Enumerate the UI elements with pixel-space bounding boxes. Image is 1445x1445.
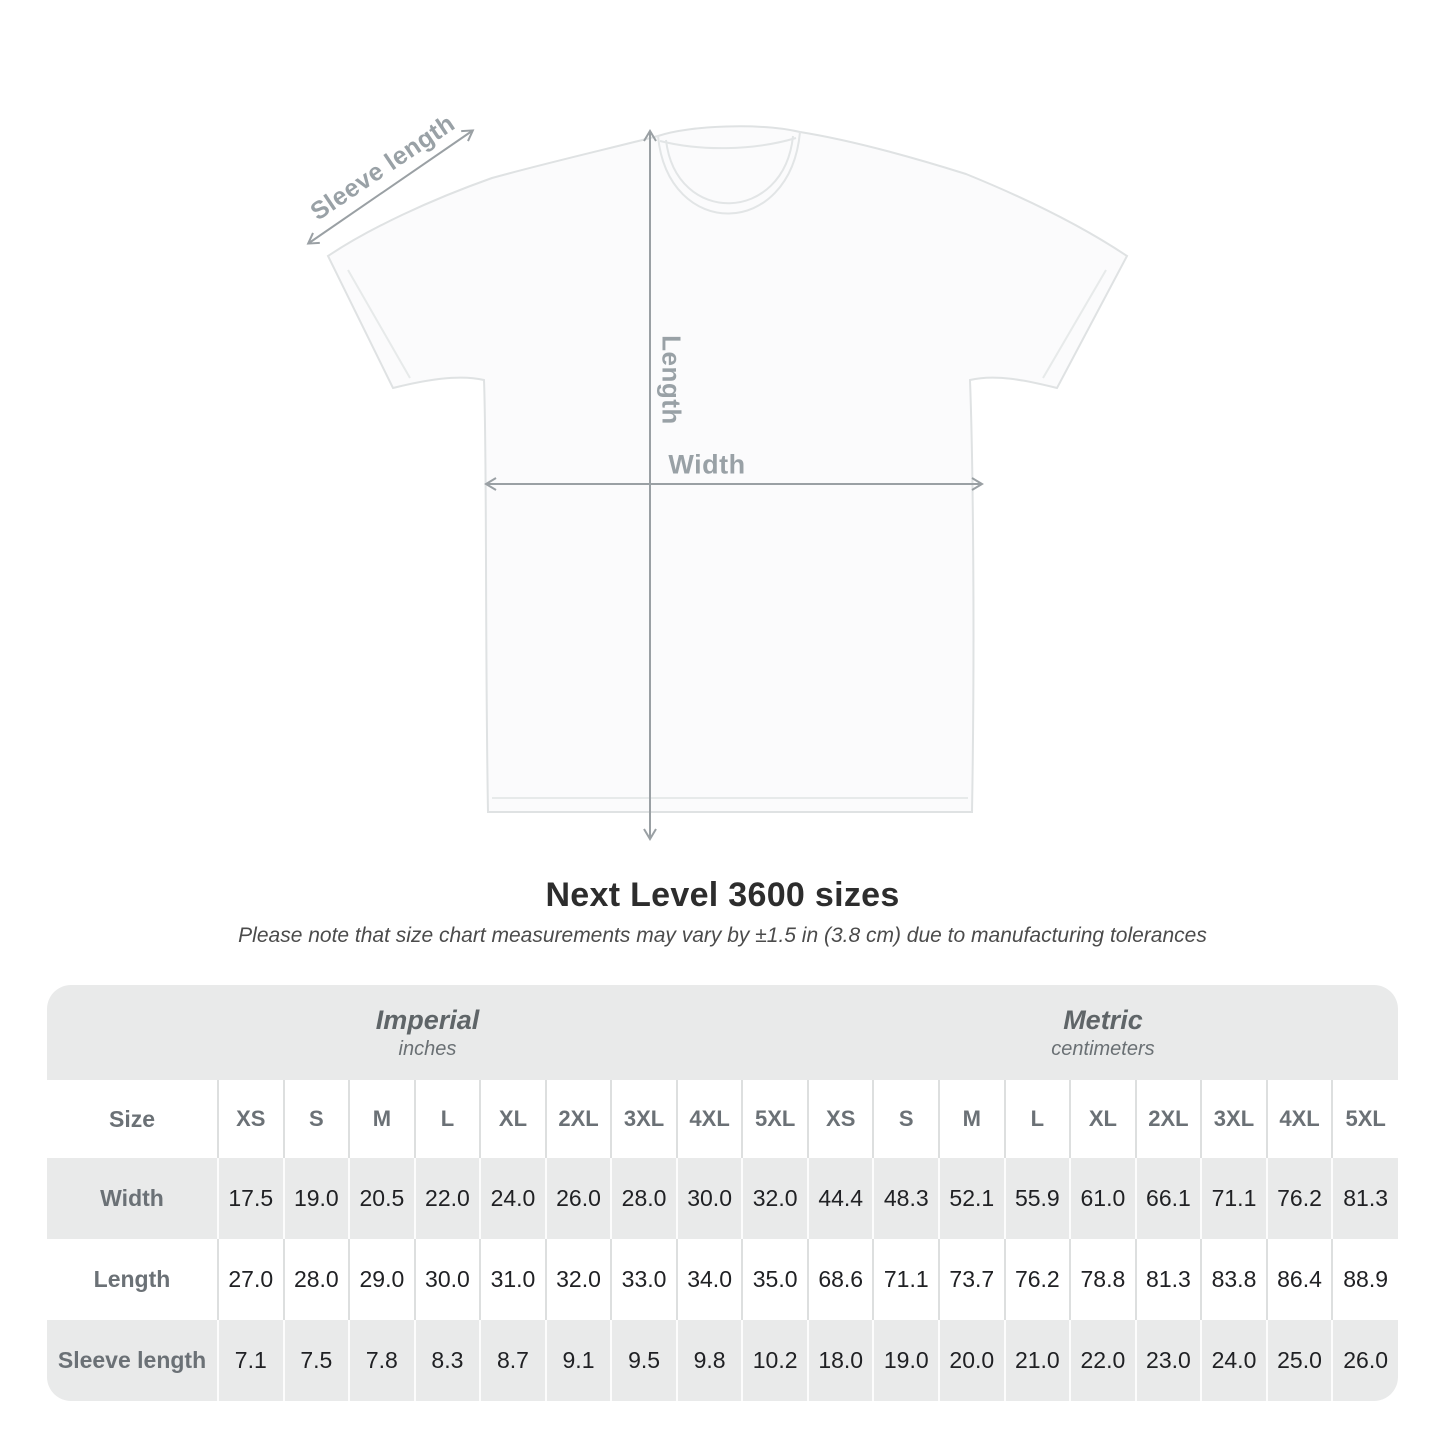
- length-value: 68.6: [808, 1239, 874, 1320]
- length-value: 86.4: [1267, 1239, 1333, 1320]
- size-col-header: S: [284, 1080, 350, 1158]
- width-row: [47, 1158, 1398, 1239]
- imperial-group-header: [47, 985, 808, 1080]
- size-col-header: S: [873, 1080, 939, 1158]
- length-value: 27.0: [218, 1239, 284, 1320]
- width-value: 44.4: [808, 1158, 874, 1239]
- length-value: 33.0: [611, 1239, 677, 1320]
- unit-header-row: [47, 985, 1398, 1080]
- length-value: 88.9: [1332, 1239, 1398, 1320]
- width-value: 26.0: [546, 1158, 612, 1239]
- length-value: 76.2: [1005, 1239, 1071, 1320]
- width-value: 71.1: [1201, 1158, 1267, 1239]
- length-value: 78.8: [1070, 1239, 1136, 1320]
- length-label: Length: [656, 335, 687, 425]
- width-value: 81.3: [1332, 1158, 1398, 1239]
- size-col-header: 3XL: [611, 1080, 677, 1158]
- sleeve-length-value: 25.0: [1267, 1320, 1333, 1401]
- imperial-label: Imperial: [375, 1004, 480, 1035]
- width-value: 66.1: [1136, 1158, 1202, 1239]
- sleeve-length-value: 20.0: [939, 1320, 1005, 1401]
- sleeve-length-value: 24.0: [1201, 1320, 1267, 1401]
- size-header-row: [47, 1080, 1398, 1158]
- width-value: 22.0: [415, 1158, 481, 1239]
- length-value: 28.0: [284, 1239, 350, 1320]
- width-row-label: Width: [100, 1185, 164, 1211]
- size-col-header: L: [1005, 1080, 1071, 1158]
- sleeve-length-value: 22.0: [1070, 1320, 1136, 1401]
- width-value: 30.0: [677, 1158, 743, 1239]
- size-col-header: 2XL: [1136, 1080, 1202, 1158]
- size-col-header: XL: [1070, 1080, 1136, 1158]
- sleeve-length-value: 8.7: [480, 1320, 546, 1401]
- sleeve-length-value: 23.0: [1136, 1320, 1202, 1401]
- length-value: 34.0: [677, 1239, 743, 1320]
- sleeve-length-value: 9.8: [677, 1320, 743, 1401]
- sleeve-length-label: Sleeve length: [305, 109, 461, 227]
- length-value: 71.1: [873, 1239, 939, 1320]
- sleeve-length-value: 19.0: [873, 1320, 939, 1401]
- width-value: 52.1: [939, 1158, 1005, 1239]
- sleeve-length-value: 9.5: [611, 1320, 677, 1401]
- size-col-header: M: [349, 1080, 415, 1158]
- width-value: 20.5: [349, 1158, 415, 1239]
- width-value: 76.2: [1267, 1158, 1333, 1239]
- sleeve-length-value: 26.0: [1332, 1320, 1398, 1401]
- sleeve-length-value: 9.1: [546, 1320, 612, 1401]
- width-value: 32.0: [742, 1158, 808, 1239]
- width-value: 24.0: [480, 1158, 546, 1239]
- length-value: 83.8: [1201, 1239, 1267, 1320]
- sleeve-length-value: 8.3: [415, 1320, 481, 1401]
- length-value: 30.0: [415, 1239, 481, 1320]
- size-col-header: L: [415, 1080, 481, 1158]
- length-value: 35.0: [742, 1239, 808, 1320]
- tolerance-note: Please note that size chart measurements may vary by ±1.5 in (3.8 cm) due to manufacturing tolerances: [238, 924, 1207, 947]
- width-value: 55.9: [1005, 1158, 1071, 1239]
- sleeve-length-value: 18.0: [808, 1320, 874, 1401]
- size-col-header: 5XL: [742, 1080, 808, 1158]
- length-value: 29.0: [349, 1239, 415, 1320]
- size-col-header: 5XL: [1332, 1080, 1398, 1158]
- metric-unit-label: centimeters: [1051, 1038, 1155, 1061]
- width-value: 48.3: [873, 1158, 939, 1239]
- size-header-cell: Size: [108, 1105, 156, 1132]
- width-value: 17.5: [218, 1158, 284, 1239]
- length-row-label: Length: [93, 1266, 171, 1292]
- width-value: 28.0: [611, 1158, 677, 1239]
- sleeve-length-value: 21.0: [1005, 1320, 1071, 1401]
- sleeve-length-row-label: Sleeve length: [57, 1347, 207, 1373]
- imperial-unit-label: inches: [398, 1038, 457, 1061]
- size-col-header: 4XL: [677, 1080, 743, 1158]
- metric-group-header: [808, 985, 1398, 1080]
- sleeve-length-value: 7.5: [284, 1320, 350, 1401]
- size-col-header: M: [939, 1080, 1005, 1158]
- page-title: Next Level 3600 sizes: [545, 876, 900, 914]
- size-col-header: XL: [480, 1080, 546, 1158]
- width-value: 61.0: [1070, 1158, 1136, 1239]
- length-value: 32.0: [546, 1239, 612, 1320]
- sleeve-length-value: 7.1: [218, 1320, 284, 1401]
- size-col-header: 4XL: [1267, 1080, 1333, 1158]
- width-label: Width: [668, 449, 746, 480]
- size-chart-table: [47, 985, 1398, 1401]
- size-col-header: 2XL: [546, 1080, 612, 1158]
- width-value: 19.0: [284, 1158, 350, 1239]
- sleeve-length-value: 7.8: [349, 1320, 415, 1401]
- length-value: 31.0: [480, 1239, 546, 1320]
- sleeve-length-row: [47, 1320, 1398, 1401]
- length-row: [47, 1239, 1398, 1320]
- metric-label: Metric: [1063, 1004, 1143, 1035]
- size-col-header: XS: [218, 1080, 284, 1158]
- length-value: 81.3: [1136, 1239, 1202, 1320]
- size-col-header: XS: [808, 1080, 874, 1158]
- sleeve-length-value: 10.2: [742, 1320, 808, 1401]
- length-value: 73.7: [939, 1239, 1005, 1320]
- size-col-header: 3XL: [1201, 1080, 1267, 1158]
